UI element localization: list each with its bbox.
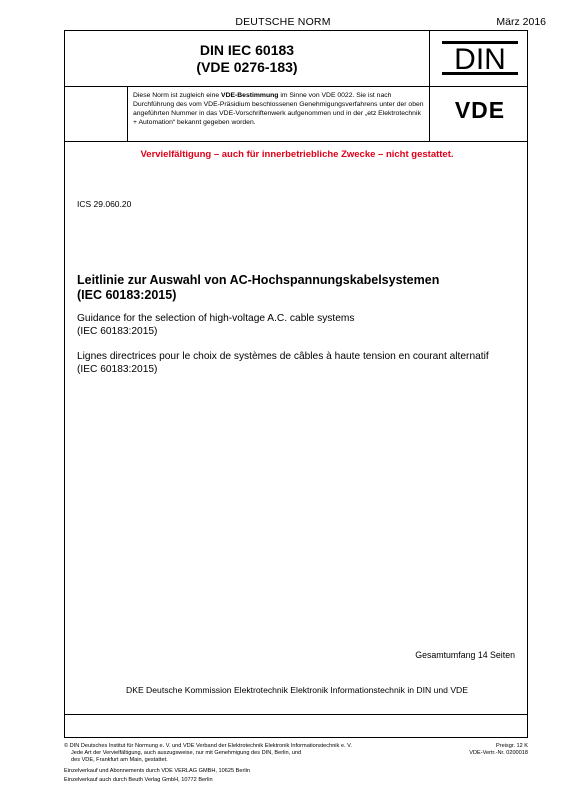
copyright-line: des VDE, Frankfurt am Main, gestattet. — [71, 757, 168, 764]
title-german — [77, 273, 517, 303]
copyright-line: Jede Art der Vervielfältigung, auch auszugsweise, nur mit Genehmigung des DIN, Berlin, und — [71, 750, 302, 757]
vde-note-text: Diese Norm ist zugleich eine — [133, 92, 222, 99]
note-left-divider — [127, 86, 128, 141]
price-info — [469, 743, 528, 757]
ics-code: ICS 29.060.20 — [77, 199, 132, 209]
copyright-line: © DIN Deutsches Institut für Normung e. V. und VDE Verband der Elektrotechnik Elektronik Informationstechnik e. V. — [64, 743, 352, 749]
title-german-line1: Leitlinie zur Auswahl von AC-Hochspannungskabelsystemen — [77, 273, 440, 287]
sales-info-beuth: Einzelverkauf auch durch Beuth Verlag GmbH, 10772 Berlin — [64, 777, 213, 783]
dke-committee: DKE Deutsche Kommission Elektrotechnik Elektronik Informationstechnik in DIN und VDE — [126, 685, 468, 695]
title-french-line1: Lignes directrices pour le choix de systèmes de câbles à haute tension en courant alternatif — [77, 351, 489, 362]
vde-note-text-cont: im Sinne von VDE 0022. Sie ist nach Durchführung des vom VDE-Präsidium beschlossenen Genehmigungsverfahrens unter der oben angeführten Nummer in das VDE-Vorschriftenwerk aufgenommen und in der „etz Elektrotechnik + Automation“ bekannt gegeben worden. — [133, 92, 424, 126]
footer-divider — [65, 714, 527, 715]
vde-logo — [437, 97, 523, 123]
issue-date: März 2016 — [496, 16, 546, 28]
din-logo — [440, 39, 520, 77]
title-english-line2: (IEC 60183:2015) — [77, 325, 158, 337]
vde-logo-text: VDE — [454, 97, 506, 123]
title-page-frame — [64, 30, 528, 738]
title-german-line2: (IEC 60183:2015) — [77, 288, 177, 302]
title-french — [77, 351, 517, 376]
total-pages: Gesamtumfang 14 Seiten — [415, 650, 515, 660]
title-english — [77, 313, 517, 338]
vde-note — [133, 91, 425, 127]
reproduction-warning: Vervielfältigung – auch für innerbetriebliche Zwecke – nicht gestattet. — [140, 149, 454, 160]
vde-note-bold: VDE-Bestimmung — [221, 92, 279, 99]
document-series: DEUTSCHE NORM — [235, 16, 331, 28]
standard-number-block — [65, 42, 429, 76]
header-divider — [65, 86, 527, 87]
vde-sales-number: VDE-Vertr.-Nr. 0200018 — [469, 750, 528, 757]
vde-number: (VDE 0276-183) — [196, 59, 298, 75]
din-logo-text: DIN — [454, 43, 506, 76]
copyright-notice — [64, 743, 434, 765]
standard-number: DIN IEC 60183 — [199, 42, 295, 58]
sales-info-vde: Einzelverkauf und Abonnements durch VDE VERLAG GMBH, 10625 Berlin — [64, 768, 250, 774]
price-group: Preisgr. 12 K — [495, 743, 528, 749]
title-french-line2: (IEC 60183:2015) — [77, 363, 158, 375]
title-english-line1: Guidance for the selection of high-voltage A.C. cable systems — [77, 313, 355, 324]
note-bottom-divider — [65, 141, 527, 142]
